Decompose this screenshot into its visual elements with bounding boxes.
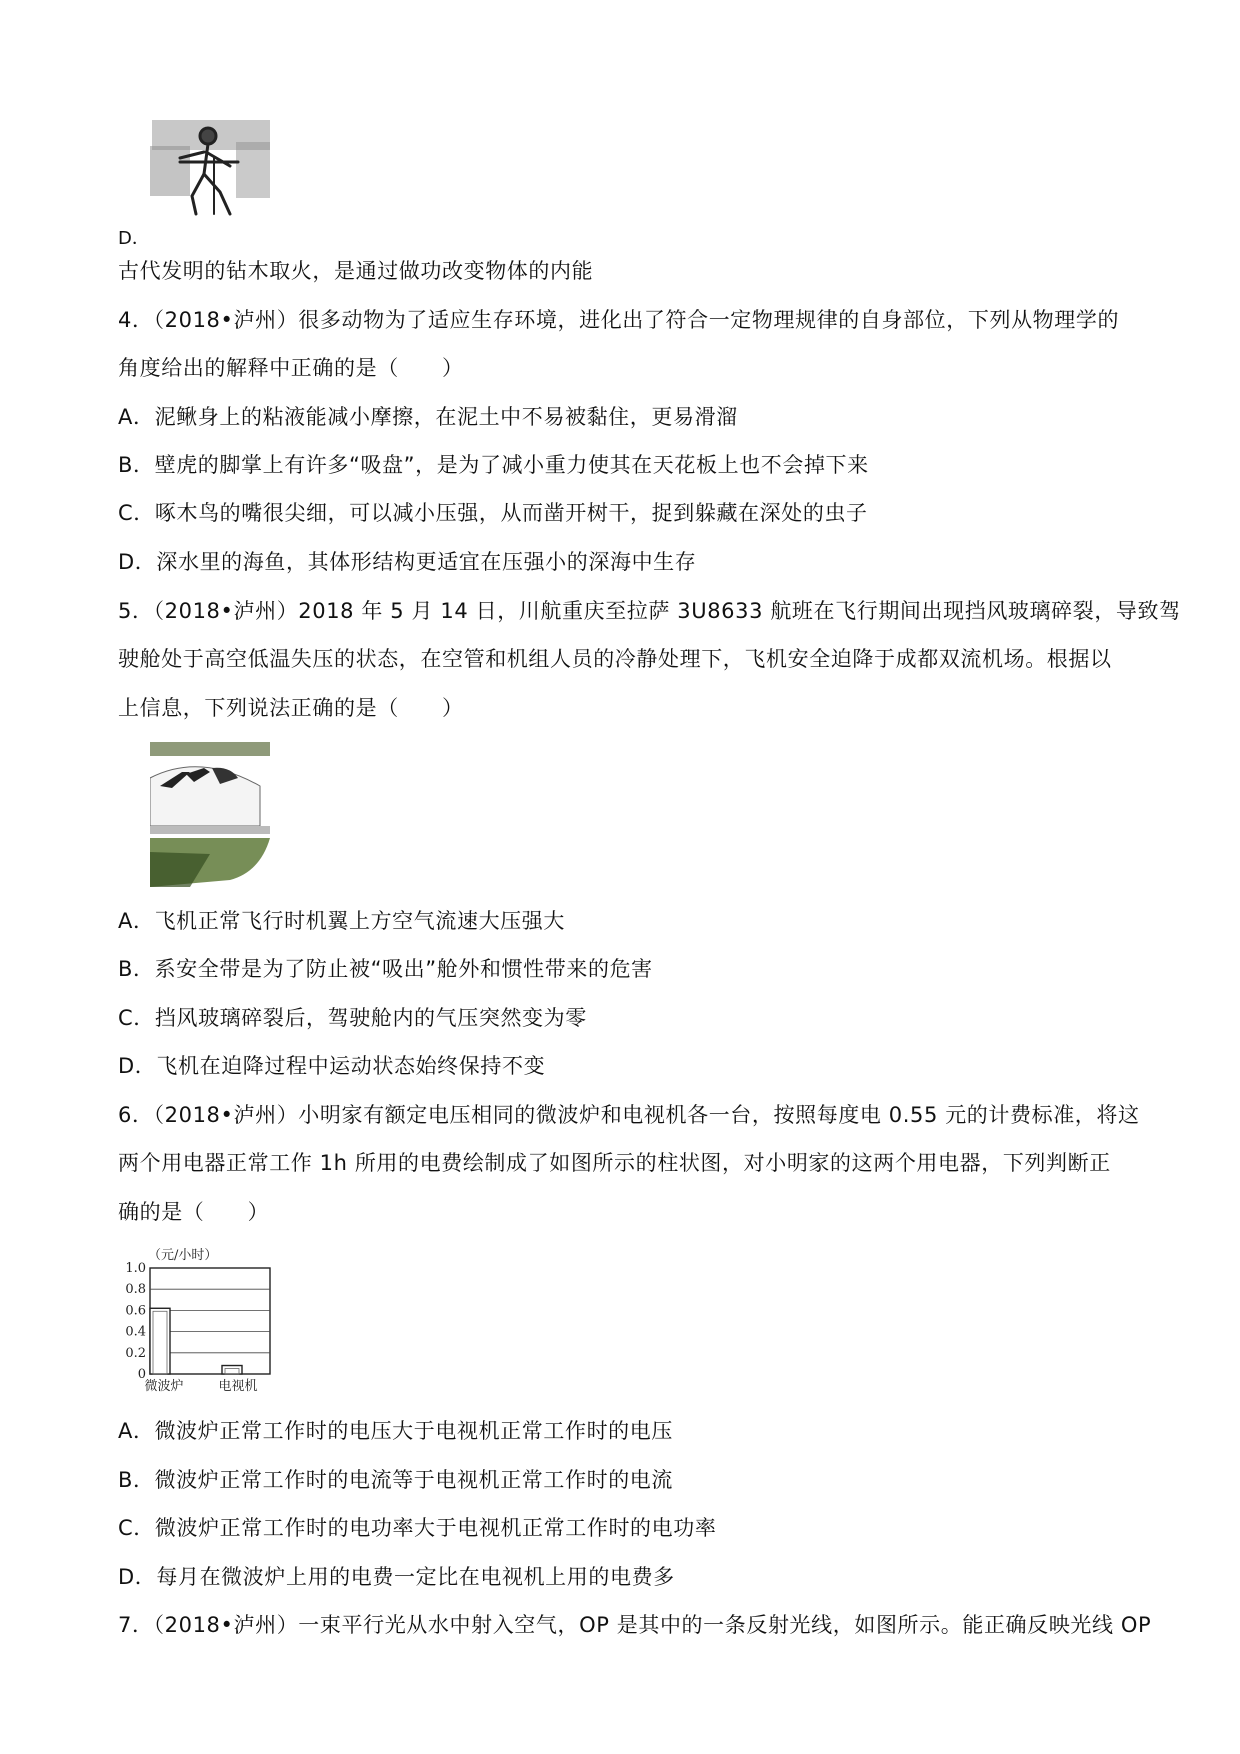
q5-stem-line2: 驶舱处于高空低温失压的状态，在空管和机组人员的冷静处理下，飞机安全迫降于成都双流机场。根据以	[118, 647, 1112, 671]
q3-option-d-label: D．	[118, 228, 150, 249]
y-tick-label: 0.6	[125, 1303, 146, 1319]
q4-option-a: A．泥鳅身上的粘液能减小摩擦，在泥土中不易被黏住，更易滑溜	[118, 405, 738, 429]
q5-option-d: D．飞机在迫降过程中运动状态始终保持不变	[118, 1054, 546, 1078]
y-tick-label: 1.0	[125, 1261, 146, 1276]
y-tick-label: 0.8	[125, 1282, 146, 1298]
q6-stem-line2: 两个用电器正常工作 1h 所用的电费绘制成了如图所示的柱状图，对小明家的这两个用电器，下列判断正	[118, 1151, 1111, 1175]
airplane-photo	[150, 742, 270, 887]
y-tick-label: 0	[137, 1367, 146, 1382]
electricity-cost-bar-chart	[118, 1244, 288, 1394]
q5-option-b: B．系安全带是为了防止被“吸出”舱外和惯性带来的危害	[118, 957, 653, 981]
q6-option-b: B．微波炉正常工作时的电流等于电视机正常工作时的电流	[118, 1468, 674, 1492]
x-category-label: 微波炉	[144, 1379, 184, 1394]
fire-drill-figure	[150, 118, 272, 222]
bar-chart-svg	[118, 1244, 288, 1394]
q4-stem-line2: 角度给出的解释中正确的是（ ）	[118, 356, 464, 380]
fire-drill-illustration	[150, 118, 272, 222]
x-category-label: 电视机	[218, 1379, 258, 1394]
q6-stem-line3: 确的是（ ）	[118, 1200, 270, 1224]
q4-option-b: B．壁虎的脚掌上有许多“吸盘”，是为了减小重力使其在天花板上也不会掉下来	[118, 453, 869, 477]
q5-stem-line1: 5．（2018•泸州）2018 年 5 月 14 日，川航重庆至拉萨 3U8633 航班在飞行期间出现挡风玻璃碎裂，导致驾	[118, 599, 1181, 623]
q4-option-c: C．啄木鸟的嘴很尖细，可以减小压强，从而凿开树干，捉到躲藏在深处的虫子	[118, 501, 868, 525]
q3-option-d-text: 古代发明的钻木取火，是通过做功改变物体的内能	[118, 259, 594, 283]
q6-stem-line1: 6．（2018•泸州）小明家有额定电压相同的微波炉和电视机各一台，按照每度电 0.55 元的计费标准，将这	[118, 1103, 1140, 1127]
chart-unit-label: （元/小时）	[148, 1248, 218, 1263]
y-tick-label: 0.4	[125, 1324, 146, 1340]
q5-option-c: C．挡风玻璃碎裂后，驾驶舱内的气压突然变为零	[118, 1006, 587, 1030]
y-tick-label: 0.2	[125, 1345, 146, 1361]
q6-option-d: D．每月在微波炉上用的电费一定比在电视机上用的电费多	[118, 1565, 675, 1589]
q4-option-d: D．深水里的海鱼，其体形结构更适宜在压强小的深海中生存	[118, 550, 697, 574]
airplane-cockpit-illustration	[150, 742, 270, 887]
q4-stem-line1: 4．（2018•泸州）很多动物为了适应生存环境，进化出了符合一定物理规律的自身部位，下列从物理学的	[118, 308, 1120, 332]
q6-option-a: A．微波炉正常工作时的电压大于电视机正常工作时的电压	[118, 1419, 673, 1443]
q7-stem-line1: 7．（2018•泸州）一束平行光从水中射入空气，OP 是其中的一条反射光线，如图所示。能正确反映光线 OP	[118, 1613, 1152, 1637]
q6-option-c: C．微波炉正常工作时的电功率大于电视机正常工作时的电功率	[118, 1516, 717, 1540]
q5-option-a: A．飞机正常飞行时机翼上方空气流速大压强大	[118, 909, 565, 933]
q5-stem-line3: 上信息，下列说法正确的是（ ）	[118, 696, 464, 720]
